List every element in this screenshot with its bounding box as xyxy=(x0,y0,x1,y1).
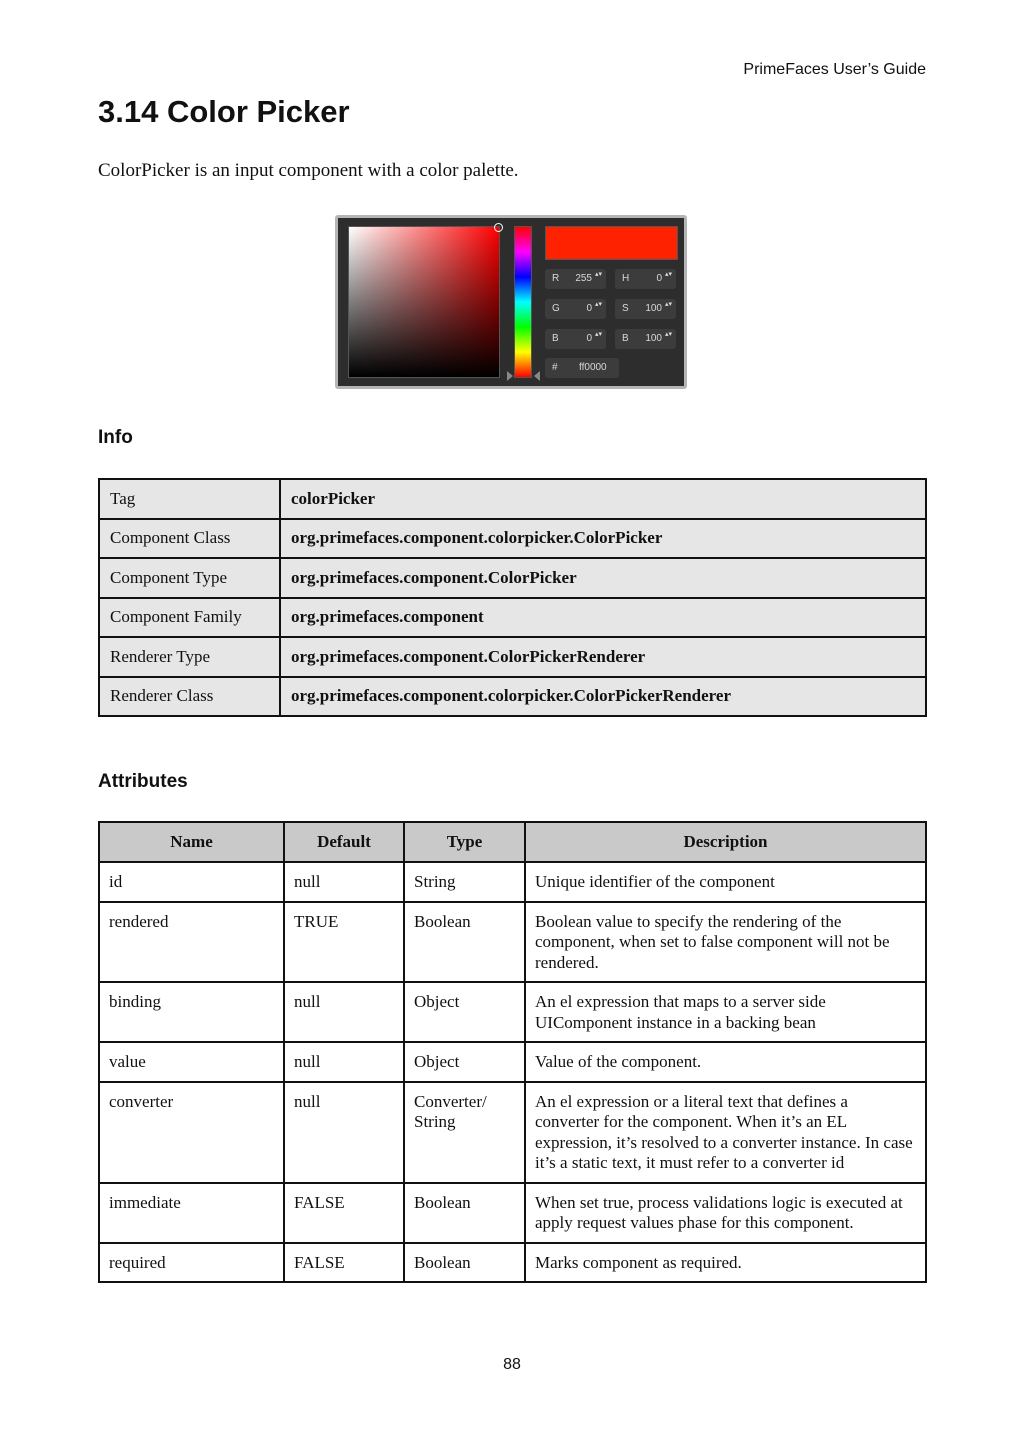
attribute-description-cell: Marks component as required. xyxy=(525,1243,926,1283)
info-value: org.primefaces.component.ColorPickerRenderer xyxy=(280,637,926,677)
info-heading: Info xyxy=(98,427,133,448)
hue-field[interactable] xyxy=(615,269,676,289)
info-row xyxy=(99,637,926,677)
attribute-name-cell: rendered xyxy=(99,902,284,983)
attribute-type-cell: Boolean xyxy=(404,1243,525,1283)
brightness-label: B xyxy=(622,333,629,344)
info-value: colorPicker xyxy=(280,479,926,519)
attribute-default-cell: null xyxy=(284,982,404,1042)
attribute-row xyxy=(99,862,926,902)
attribute-row xyxy=(99,1082,926,1183)
info-row xyxy=(99,558,926,598)
hue-strip[interactable] xyxy=(514,226,532,378)
info-value: org.primefaces.component.colorpicker.ColorPickerRenderer xyxy=(280,677,926,717)
attribute-row xyxy=(99,1042,926,1082)
saturation-value[interactable]: 100 xyxy=(645,303,662,314)
red-value[interactable]: 255 xyxy=(575,273,592,284)
attribute-type-cell: Boolean xyxy=(404,902,525,983)
green-spinner-icon[interactable]: ▴▾ xyxy=(594,301,602,308)
attribute-default-cell: TRUE xyxy=(284,902,404,983)
info-value: org.primefaces.component.ColorPicker xyxy=(280,558,926,598)
attribute-type-cell: Object xyxy=(404,1042,525,1082)
red-spinner-icon[interactable]: ▴▾ xyxy=(594,271,602,278)
attribute-default-cell: null xyxy=(284,862,404,902)
hue-spinner-icon[interactable]: ▴▾ xyxy=(664,271,672,278)
red-field[interactable] xyxy=(545,269,606,289)
attribute-name-cell: immediate xyxy=(99,1183,284,1243)
brightness-field[interactable] xyxy=(615,329,676,349)
column-header-description: Description xyxy=(525,822,926,862)
attribute-description-cell: An el expression or a literal text that defines a converter for the component. When it’s an EL expression, it’s resolved to a converter instance. In case it’s a static text, it must refer to a converter id xyxy=(525,1082,926,1183)
green-label: G xyxy=(552,303,560,314)
blue-value[interactable]: 0 xyxy=(586,333,592,344)
attribute-description-cell: An el expression that maps to a server side UIComponent instance in a backing bean xyxy=(525,982,926,1042)
attribute-description-cell: Boolean value to specify the rendering of the component, when set to false component will not be rendered. xyxy=(525,902,926,983)
blue-field[interactable] xyxy=(545,329,606,349)
selected-color-swatch xyxy=(545,226,678,260)
info-row xyxy=(99,519,926,559)
info-key: Component Class xyxy=(99,519,280,559)
brightness-value[interactable]: 100 xyxy=(645,333,662,344)
info-key: Renderer Type xyxy=(99,637,280,677)
attributes-table xyxy=(98,821,927,1283)
attribute-row xyxy=(99,1183,926,1243)
info-value: org.primefaces.component xyxy=(280,598,926,638)
blue-spinner-icon[interactable]: ▴▾ xyxy=(594,331,602,338)
attribute-name-cell: value xyxy=(99,1042,284,1082)
hue-value[interactable]: 0 xyxy=(656,273,662,284)
attribute-name-cell: converter xyxy=(99,1082,284,1183)
attribute-row xyxy=(99,902,926,983)
attribute-name-cell: binding xyxy=(99,982,284,1042)
attribute-description-cell: Unique identifier of the component xyxy=(525,862,926,902)
info-value: org.primefaces.component.colorpicker.ColorPicker xyxy=(280,519,926,559)
saturation-value-square[interactable] xyxy=(348,226,500,378)
info-key: Renderer Class xyxy=(99,677,280,717)
saturation-label: S xyxy=(622,303,629,314)
attribute-default-cell: null xyxy=(284,1082,404,1183)
running-header: PrimeFaces User’s Guide xyxy=(743,61,926,78)
column-header-default: Default xyxy=(284,822,404,862)
hex-label: # xyxy=(552,362,558,373)
info-row xyxy=(99,677,926,717)
info-row xyxy=(99,598,926,638)
saturation-spinner-icon[interactable]: ▴▾ xyxy=(664,301,672,308)
hex-field[interactable] xyxy=(545,358,619,378)
attribute-type-cell: Converter/ String xyxy=(404,1082,525,1183)
intro-paragraph: ColorPicker is an input component with a color palette. xyxy=(98,160,519,181)
page-number: 88 xyxy=(503,1356,521,1373)
attribute-type-cell: Boolean xyxy=(404,1183,525,1243)
brightness-spinner-icon[interactable]: ▴▾ xyxy=(664,331,672,338)
attribute-type-cell: String xyxy=(404,862,525,902)
blue-label: B xyxy=(552,333,559,344)
hex-value[interactable]: ff0000 xyxy=(579,362,607,373)
info-table xyxy=(98,478,927,717)
info-row xyxy=(99,479,926,519)
hue-slider-right-arrow-icon[interactable] xyxy=(534,371,540,381)
green-field[interactable] xyxy=(545,299,606,319)
info-key: Tag xyxy=(99,479,280,519)
column-header-name: Name xyxy=(99,822,284,862)
info-key: Component Family xyxy=(99,598,280,638)
hue-slider-left-arrow-icon[interactable] xyxy=(507,371,513,381)
section-title: 3.14 Color Picker xyxy=(98,94,350,129)
attribute-default-cell: FALSE xyxy=(284,1243,404,1283)
sv-handle[interactable] xyxy=(494,223,503,232)
attribute-type-cell: Object xyxy=(404,982,525,1042)
column-header-type: Type xyxy=(404,822,525,862)
attributes-heading: Attributes xyxy=(98,771,188,792)
info-key: Component Type xyxy=(99,558,280,598)
red-label: R xyxy=(552,273,560,284)
attribute-description-cell: When set true, process validations logic is executed at apply request values phase for this component. xyxy=(525,1183,926,1243)
attribute-row xyxy=(99,982,926,1042)
attribute-name-cell: id xyxy=(99,862,284,902)
attribute-description-cell: Value of the component. xyxy=(525,1042,926,1082)
attribute-default-cell: null xyxy=(284,1042,404,1082)
saturation-field[interactable] xyxy=(615,299,676,319)
attribute-default-cell: FALSE xyxy=(284,1183,404,1243)
green-value[interactable]: 0 xyxy=(586,303,592,314)
attribute-row xyxy=(99,1243,926,1283)
attribute-name-cell: required xyxy=(99,1243,284,1283)
color-picker-widget xyxy=(335,215,687,389)
hue-label: H xyxy=(622,273,630,284)
attributes-header-row xyxy=(99,822,926,862)
